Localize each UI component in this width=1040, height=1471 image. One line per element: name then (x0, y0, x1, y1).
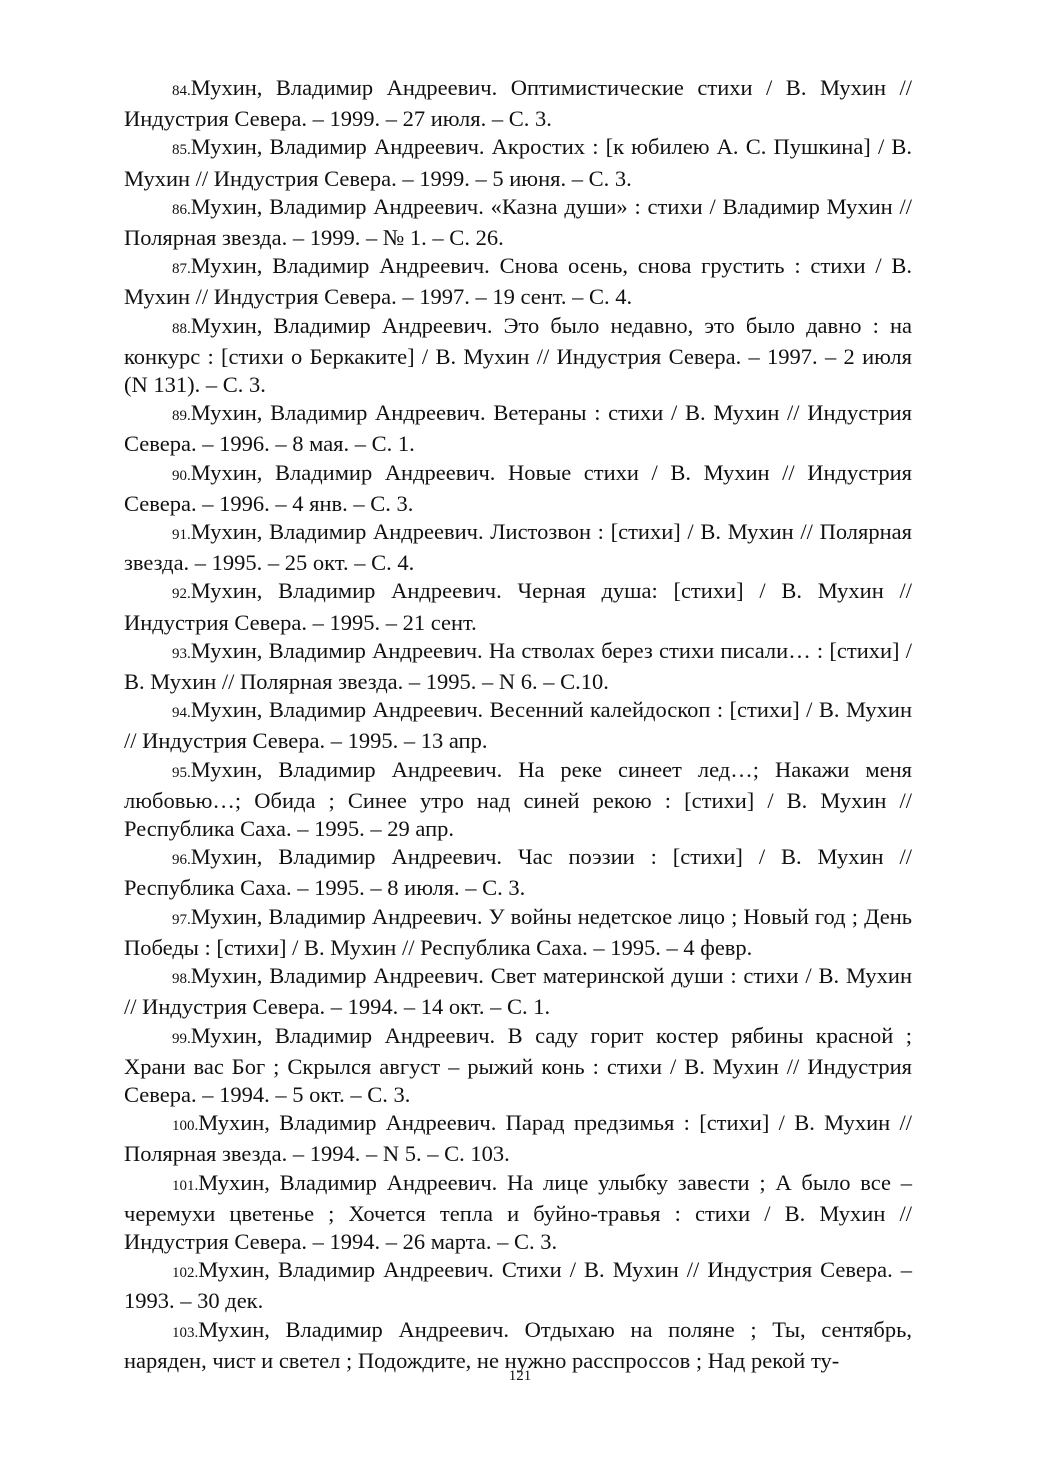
entry-text: Мухин, Владимир Андреевич. Это было недавно, это было давно : на конкурс : [стихи о Беркаките] / В. Мухин // Индустрия Севера. – 1997. – 2 июля (N 131). – С. 3. (124, 312, 912, 398)
bibliography-entry (124, 1109, 912, 1168)
bibliography-entry (124, 459, 912, 518)
entry-number: 99. (172, 1030, 191, 1047)
entry-number: 88. (172, 320, 191, 337)
entry-text: Мухин, Владимир Андреевич. Час поэзии : [стихи] / В. Мухин // Республика Саха. – 1995. – 8 июля. – С. 3. (124, 844, 912, 901)
entry-text: Мухин, Владимир Андреевич. Снова осень, снова грустить : стихи / В. Мухин // Индустрия Севера. – 1997. – 19 сент. – С. 4. (124, 253, 912, 310)
bibliography-entry (124, 252, 912, 311)
bibliography-entry (124, 756, 912, 844)
bibliography-entry (124, 1022, 912, 1110)
bibliography-entry (124, 1316, 912, 1375)
entry-text: Мухин, Владимир Андреевич. На реке синеет лед…; Накажи меня любовью…; Обида ; Синее утро над синей рекою : [стихи] / В. Мухин // Республика Саха. – 1995. – 29 апр. (124, 756, 912, 842)
entry-text: Мухин, Владимир Андреевич. У войны недетское лицо ; Новый год ; День Победы : [стихи] / В. Мухин // Республика Саха. – 1995. – 4 февр. (124, 903, 912, 960)
entry-number: 96. (172, 852, 191, 869)
bibliography-entry (124, 696, 912, 755)
entry-number: 92. (172, 586, 191, 603)
entry-number: 90. (172, 467, 191, 484)
entry-number: 91. (172, 527, 191, 544)
bibliography-entry (124, 962, 912, 1021)
entry-text: Мухин, Владимир Андреевич. «Казна души» : стихи / Владимир Мухин // Полярная звезда. – 1999. – № 1. – С. 26. (124, 193, 912, 251)
entry-number: 95. (172, 764, 191, 781)
entry-number: 98. (172, 971, 191, 988)
entry-number: 84. (172, 83, 191, 99)
entry-text: Мухин, Владимир Андреевич. На лице улыбку завести ; А было все – черемухи цветенье ; Хочется тепла и буйно-травья : стихи / В. Мухин // Индустрия Севера. – 1994. – 26 марта. – С. 3. (124, 1169, 912, 1254)
entry-text: Мухин, Владимир Андреевич. Весенний калейдоскоп : [стихи] / В. Мухин // Индустрия Севера. – 1995. – 13 апр. (124, 697, 912, 754)
bibliography-entry (124, 133, 912, 192)
entry-number: 93. (172, 645, 191, 662)
bibliography-entry (124, 903, 912, 962)
entry-text: Мухин, Владимир Андреевич. Акростих : [к юбилею А. С. Пушкина] / В. Мухин // Индустрия Севера. – 1999. – 5 июня. – С. 3. (124, 134, 912, 191)
entry-text: Мухин, Владимир Андреевич. Свет материнской души : стихи / В. Мухин // Индустрия Севера. – 1994. – 14 окт. – С. 1. (124, 963, 912, 1020)
bibliography-entry (124, 1169, 912, 1257)
entry-text: Мухин, Владимир Андреевич. Новые стихи / В. Мухин // Индустрия Севера. – 1996. – 4 янв. – С. 3. (124, 459, 912, 516)
bibliography-entry (124, 577, 912, 636)
bibliography-list (124, 74, 912, 1375)
entry-text: Мухин, Владимир Андреевич. Парад предзимья : [стихи] / В. Мухин // Полярная звезда. – 1994. – N 5. – С. 103. (124, 1110, 912, 1167)
entry-number: 94. (172, 705, 191, 722)
entry-number: 86. (172, 201, 191, 218)
bibliography-entry (124, 518, 912, 577)
entry-number: 85. (172, 142, 191, 159)
entry-number: 87. (172, 261, 191, 278)
entry-number: 103. (172, 1324, 199, 1341)
page-number: 121 (508, 1368, 532, 1384)
bibliography-entry (124, 193, 912, 252)
entry-text: Мухин, Владимир Андреевич. На стволах берез стихи писали… : [стихи] / В. Мухин // Полярная звезда. – 1995. – N 6. – С.10. (124, 637, 912, 695)
entry-text: Мухин, Владимир Андреевич. Оптимистические стихи / В. Мухин // Индустрия Севера. – 1999. – 27 июля. – С. 3. (124, 75, 912, 132)
bibliography-entry (124, 312, 912, 400)
bibliography-entry (124, 1256, 912, 1315)
entry-text: Мухин, Владимир Андреевич. Листозвон : [стихи] / В. Мухин // Полярная звезда. – 1995. – 25 окт. – С. 4. (124, 519, 912, 576)
bibliography-entry (124, 637, 912, 696)
entry-number: 100. (172, 1118, 199, 1135)
bibliography-entry (124, 843, 912, 902)
entry-number: 97. (172, 911, 191, 928)
entry-number: 89. (172, 408, 191, 425)
entry-number: 102. (172, 1265, 199, 1282)
entry-text: Мухин, Владимир Андреевич. В саду горит костер рябины красной ; Храни вас Бог ; Скрылся август – рыжий конь : стихи / В. Мухин // Индустрия Севера. – 1994. – 5 окт. – С. 3. (124, 1022, 912, 1107)
bibliography-entry (124, 399, 912, 458)
bibliography-entry (124, 74, 912, 133)
entry-text: Мухин, Владимир Андреевич. Черная душа: [стихи] / В. Мухин // Индустрия Севера. – 1995. – 21 сент. (124, 578, 912, 635)
entry-text: Мухин, Владимир Андреевич. Отдыхаю на поляне ; Ты, сентябрь, наряден, чист и светел ; Подождите, не нужно расспроссов ; Над рекой ту- (124, 1316, 912, 1373)
entry-text: Мухин, Владимир Андреевич. Стихи / В. Мухин // Индустрия Севера. – 1993. – 30 дек. (124, 1257, 912, 1314)
entry-text: Мухин, Владимир Андреевич. Ветераны : стихи / В. Мухин // Индустрия Севера. – 1996. – 8 мая. – С. 1. (124, 400, 912, 457)
entry-number: 101. (172, 1177, 199, 1194)
